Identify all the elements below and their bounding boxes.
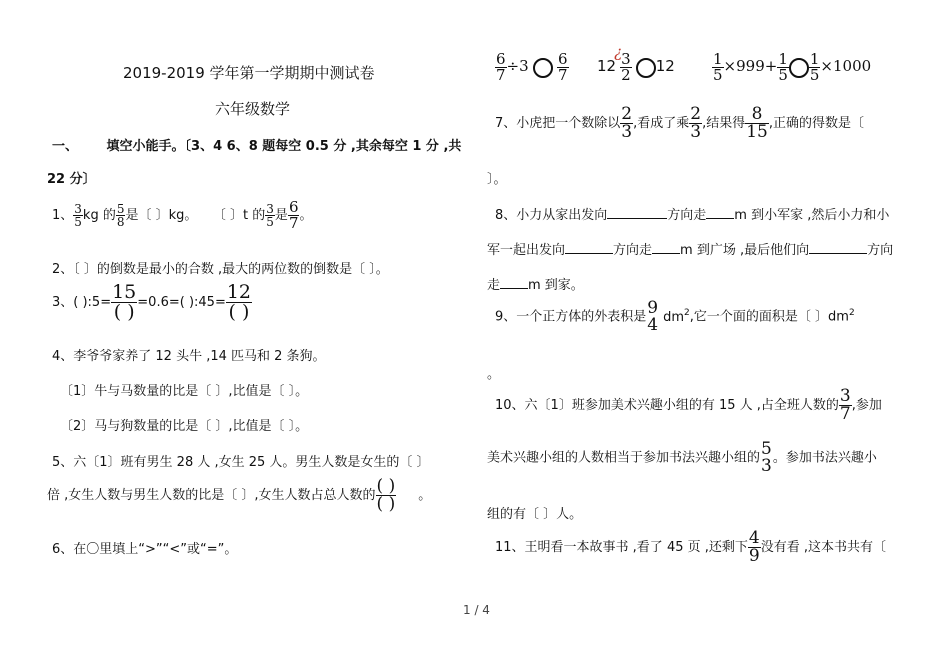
q10-fraction-2: 5 3: [761, 439, 772, 476]
question-10-line-1: [495, 388, 882, 423]
q6-e3-text-2: ×1000: [820, 57, 872, 75]
question-1: [52, 200, 313, 231]
question-7-cont: 〕。: [487, 172, 507, 187]
q9-unit-exp-2: 2: [848, 308, 855, 319]
q6-e2-fraction: $\frac{3}{2}$: [621, 50, 631, 84]
q6-e2-right: 12: [655, 57, 675, 75]
question-6: 6、在〇里填上“>”“<”或“=”。: [52, 542, 238, 557]
q10-text-4: 。参加书法兴趣小: [772, 450, 877, 466]
q6-e3-fraction-3: $\frac{1}{5}$: [809, 50, 820, 84]
q8-blank-2[interactable]: [706, 218, 734, 219]
section-number: 一、: [52, 139, 79, 154]
q8-text-1: 8、小力从家出发向: [495, 208, 608, 223]
q7-text-4: ,正确的得数是〔: [768, 116, 864, 131]
q8-text-6: m 到广场 ,最后他们向: [680, 243, 810, 258]
q10-text-3: 美术兴趣小组的人数相当于参加书法兴趣小组的: [487, 450, 761, 466]
q3-text-2: =0.6=( ):45=: [137, 295, 226, 310]
q9-text-2: ,它一个面的面积是〔 〕dm: [689, 309, 849, 325]
q7-fraction-2: $\frac{2}{3}$: [690, 104, 702, 142]
q3-text-1: 3、( ):5=: [52, 295, 112, 310]
q1-text-2: 是〔 〕kg。: [125, 208, 198, 223]
q7-text-1: 7、小虎把一个数除以: [495, 116, 621, 131]
question-10-line-2: [487, 441, 877, 475]
q5-end: 。: [418, 488, 432, 503]
q9-unit-exp: 2: [684, 308, 690, 319]
compare-circle[interactable]: [789, 58, 809, 78]
q1-fraction-4: $\frac{6}{7}$: [288, 198, 299, 232]
q7-text-2: ,看成了乘: [633, 116, 690, 131]
q6-expression-3: [712, 52, 871, 83]
q11-text-2: 没有看 ,这本书共有〔: [760, 540, 886, 555]
question-5: 5、六〔1〕班有男生 28 人 ,女生 25 人。男生人数是女生的〔 〕: [52, 455, 430, 470]
question-5-cont: [47, 478, 431, 513]
compare-circle[interactable]: [636, 58, 656, 78]
q8-blank-3[interactable]: [565, 253, 613, 254]
q6-expression-2: [597, 43, 675, 84]
q8-blank-6[interactable]: [500, 288, 528, 289]
q1-text-1: kg 的: [82, 208, 116, 223]
q7-fraction-3: $\frac{8}{15}$: [746, 104, 768, 142]
q10-text-1: 10、六〔1〕班参加美术兴趣小组的有 15 人 ,占全班人数的: [495, 398, 839, 413]
question-11: [495, 530, 886, 565]
question-3: [52, 283, 252, 322]
q9-unit: dm: [663, 309, 685, 325]
q6-e2-glyph: ¿: [614, 43, 623, 61]
question-8-line-3: [487, 274, 584, 293]
q8-text-8: 走: [487, 278, 501, 293]
q6-e2-left: 12: [597, 57, 617, 75]
section-heading-cont: 22 分〕: [47, 172, 96, 187]
q5-cont-text: 倍 ,女生人数与男生人数的比是〔 〕,女生人数占总人数的: [47, 488, 376, 503]
q1-text-3: 〔 〕t 的: [219, 208, 266, 223]
section-heading-text: 填空小能手。〔3、4 6、8 题每空 0.5 分 ,其余每空 1 分 ,共: [106, 139, 462, 154]
q6-e1-fraction: $\frac{6}{7}$: [496, 50, 506, 84]
q1-text-5: 。: [299, 208, 313, 223]
q11-fraction: $\frac{4}{9}$: [748, 528, 760, 566]
section-heading: [52, 135, 461, 154]
q7-fraction-1: $\frac{2}{3}$: [621, 104, 633, 142]
page-number: 1 / 4: [463, 603, 490, 617]
question-9: [495, 300, 855, 334]
page-title: 2019-2019 学年第一学期期中测试卷: [123, 64, 375, 82]
q5-fraction: $\frac{( )}{( )}$: [376, 476, 396, 514]
q9-text-1: 9、一个正方体的外表积是: [495, 309, 647, 325]
q6-e3-text-1: ×999+: [723, 57, 778, 75]
q6-e3-fraction-2: $\frac{1}{5}$: [778, 50, 788, 84]
q8-text-7: 方向: [867, 243, 894, 258]
q8-text-5: 方向走: [613, 243, 653, 258]
q6-expression-1: [495, 52, 569, 83]
q10-text-2: ,参加: [851, 398, 882, 413]
q3-fraction-1: $\frac{15}{( )}$: [112, 281, 137, 323]
q8-text-4: 军一起出发向: [487, 243, 566, 258]
question-8-line-2: [487, 239, 893, 258]
q1-fraction-1: $\frac{3}{5}$: [74, 202, 82, 229]
q8-text-9: m 到家。: [528, 278, 584, 293]
question-4: 4、李爷爷家养了 12 头牛 ,14 匹马和 2 条狗。: [52, 349, 326, 364]
question-8-line-1: [495, 204, 889, 223]
question-2: 2、〔 〕的倒数是最小的合数 ,最大的两位数的倒数是〔 〕。: [52, 262, 389, 277]
question-9-cont: 。: [487, 367, 501, 382]
q8-blank-1[interactable]: [607, 218, 667, 219]
q11-text-1: 11、王明看一本故事书 ,看了 45 页 ,还剩下: [495, 540, 748, 555]
question-10-line-3: 组的有〔 〕人。: [487, 507, 583, 522]
question-7: [495, 106, 864, 141]
q8-text-2: 方向走: [667, 208, 707, 223]
page-subtitle: 六年级数学: [215, 100, 291, 118]
q1-prefix: 1、: [52, 208, 74, 223]
q10-fraction-1: $\frac{3}{7}$: [839, 386, 851, 424]
q6-e1-op: ÷3: [506, 57, 529, 75]
question-4a: 〔1〕牛与马数量的比是〔 〕,比值是〔 〕。: [60, 384, 309, 399]
q6-e1-right-fraction: $\frac{6}{7}$: [557, 50, 568, 84]
q7-text-3: ,结果得: [702, 116, 746, 131]
q1-text-4: 是: [274, 208, 288, 223]
q1-fraction-3: $\frac{3}{5}$: [266, 202, 274, 229]
q6-e3-fraction-1: $\frac{1}{5}$: [713, 50, 723, 84]
q8-blank-5[interactable]: [809, 253, 867, 254]
q1-fraction-2: $\frac{5}{8}$: [116, 202, 125, 229]
compare-circle[interactable]: [533, 58, 553, 78]
question-4b: 〔2〕马与狗数量的比是〔 〕,比值是〔 〕。: [60, 419, 309, 434]
q9-fraction: 9 4: [647, 298, 659, 335]
q8-text-3: m 到小军家 ,然后小力和小: [734, 208, 890, 223]
q8-blank-4[interactable]: [652, 253, 680, 254]
q3-fraction-2: $\frac{12}{( )}$: [226, 281, 252, 323]
